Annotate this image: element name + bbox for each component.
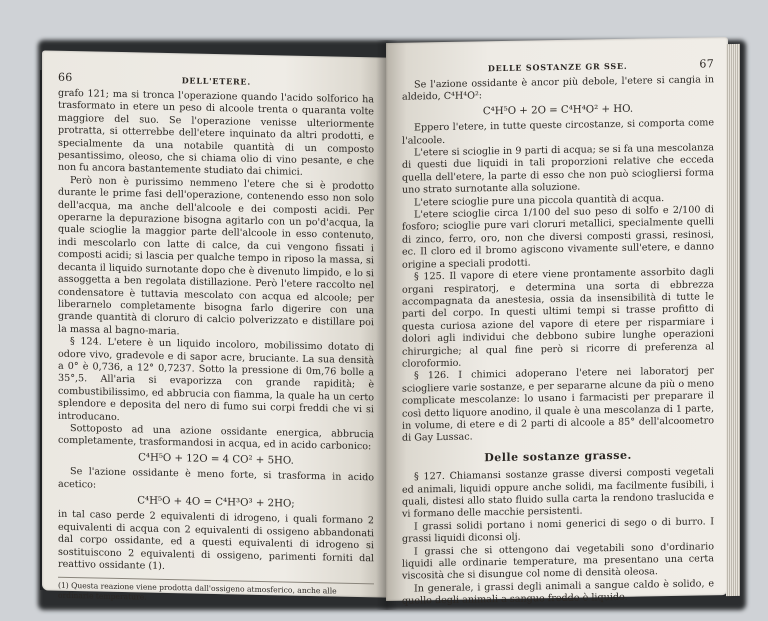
- left-paragraph: in tal caso perde 2 equivalenti di idrogeno, i quali formano 2 equivalenti di acqua con 2 equivalenti di ossigeno abbandonati dal corpo ossidante, ed a questi equivalenti di idrogeno si sostituiscono 2 equivalenti di ossigeno, parimenti forniti dal reattivo ossidante (1).: [58, 509, 374, 572]
- page-block-edge: [726, 44, 740, 596]
- right-running-head: DELLE SOSTANZE GR SSE.: [487, 60, 628, 74]
- right-page-header: [402, 57, 714, 75]
- left-running-head: DELL'ETERE.: [181, 75, 251, 87]
- left-footnote: (1) Questa reazione viene prodotta dall'ossigeno atmosferico, anche alle ordinarie temperature.: [58, 577, 374, 608]
- right-paragraph: Eppero l'etere, in tutte queste circostanze, si comporta come l'alcoole.: [402, 117, 714, 147]
- left-paragraph: grafo 121; ma si tronca l'operazione quando l'acido solforico ha trasformato in etere un peso di alcoole trenta o quaranta volte maggiore del suo. Se l'operazione venisse ulteriormente protratta, si otterrebbe dell'etere inquinato da altri prodotti, e specialmente da una notabile quantità di un composto pesantissimo, oleoso, che si chiama olio di vino pesante, e che non fu ancora bastantemente studiato dai chimici.: [58, 87, 374, 179]
- section-title: Delle sostanze grasse.: [484, 448, 632, 465]
- left-formula-combustion: C⁴H⁵O + 12O = 4 CO² + 5HO.: [138, 452, 294, 467]
- right-paragraph: I grassi che si ottengono dai vegetabili sono d'ordinario liquidi alle ordinarie temperature, ma presentano una certa viscosità che si disungue col nome di densità oleosa.: [402, 540, 714, 583]
- right-paragraph: L'etere scioglie circa 1/100 del suo peso di solfo e 2/100 di fosforo; scioglie pure vari cloruri metallici, specialmente quelli di zinco, ferro, oro, non che diversi composti grassi, resinosi, ec. Il cloro ed il bromo agiscono vivamente sull'etere, e danno origine a speciali prodotti.: [402, 204, 714, 271]
- right-page: [386, 37, 728, 607]
- right-paragraph: In generale, i grassi degli animali a sangue caldo è solido, e quello degli animali a sangue freddo è liquido.: [402, 578, 714, 607]
- left-paragraph: Se l'azione ossidante è meno forte, si trasforma in acido acetico:: [58, 466, 374, 491]
- left-page: [42, 50, 388, 603]
- left-formula-acetic: C⁴H⁵O + 4O = C⁴H³O³ + 2HO;: [137, 495, 295, 510]
- right-paragraph: § 126. I chimici adoperano l'etere nei laboratorj per sciogliere varie sostanze, e per separarne alcune da più o meno complicate mescolanze: lo usano i farmacisti per preparare il così detto liquore anodino, il quale è una mescolanza di 1 parte, in volume, di etere e di 2 parti di alcoole a 85° dell'alcoometro di Gay Lussac.: [402, 365, 714, 445]
- right-paragraph: § 127. Chiamansi sostanze grasse diversi composti vegetali ed animali, liquidi oppure anche solidi, ma facilmente fusibili, i quali, distesi allo stato fluido sulla carta la rendono traslucida e vi formano delle macchie persistenti.: [402, 466, 714, 521]
- left-paragraph: Però non è purissimo nemmeno l'etere che si è prodotto durante le prime fasi dell'operazione, contenendo esso non solo dell'acqua, ma anche dell'alcoole e dei composti acidi. Per operarne la depurazione bisogna agitarlo con un po'd'acqua, la quale scioglie la maggior parte dell'alcoole in esso contenuto, indi mescolarlo con latte di calce, da cui vengono fissati i composti acidi; si lascia per qualche tempo in riposo la massa, si decanta il liquido surnotante dopo che è divenuto limpido, e lo si assoggetta a ben regolata distillazione. Però l'etere raccolto nel condensatore è tuttavia mescolato con acqua ed alcoole; per liberarnelo completamente bisogna farlo digerire con una grande quantità di cloruro di calcio polverizzato e distillare poi la massa al bagno-maria.: [58, 174, 374, 337]
- right-formula-aldehyde: C⁴H⁵O + 2O = C⁴H⁴O² + HO.: [482, 103, 634, 118]
- left-page-number: 66: [58, 70, 73, 85]
- right-paragraph: L'etere si scioglie in 9 parti di acqua; se si fa una mescolanza di questi due liquidi in tali proporzioni relative che ecceda quella dell'etere, la parte di esso che non può sciogliersi forma uno strato surnotante alla soluzione.: [402, 142, 714, 196]
- right-paragraph: Se l'azione ossidante è ancor più debole, l'etere si cangia in aldeido, C⁴H⁴O²:: [402, 74, 714, 104]
- right-paragraph: L'etere scioglie pure una piccola quantità di acqua.: [414, 192, 665, 209]
- left-paragraph: § 124. L'etere è un liquido incoloro, mobilissimo dotato di odore vivo, gradevole e di sapor acre, bruciante. La sua densità a 0° è 0,736, a 12° 0,7237. Sotto la pressione di 0m,76 bolle a 35°,5. All'aria si evaporizza con grande rapidità; è combustibilissimo, ed abbrucia con fiamma, la quale ha un certo splendore e deposita del nero di fumo sui corpi freddi che vi si introducano.: [58, 336, 374, 423]
- right-paragraph: § 125. Il vapore di etere viene prontamente assorbito dagli organi respiratorj, e determina una sorta di ebbrezza accompagnata da anestesia, ossia da insensibilità di tutte le parti del corpo. In questi ultimi tempi si trasse profitto di questa curiosa azione del vapore di etere per risparmiare i dolori agli individui che debbono subire lunghe operazioni chirurgiche; al qual fine però si ricorre di preferenza al cloroformio.: [402, 266, 714, 370]
- left-paragraph: Sottoposto ad una azione ossidante energica, abbrucia completamente, trasformandosi in acqua, ed in acido carbonico:: [58, 422, 374, 453]
- right-paragraph: I grassi solidi portano i nomi generici di sego o di burro. I grassi liquidi diconsi olj.: [402, 516, 714, 545]
- right-page-number: 67: [699, 57, 714, 71]
- right-page-text: [402, 74, 714, 608]
- left-page-header: [58, 71, 374, 91]
- left-page-text: [58, 88, 374, 578]
